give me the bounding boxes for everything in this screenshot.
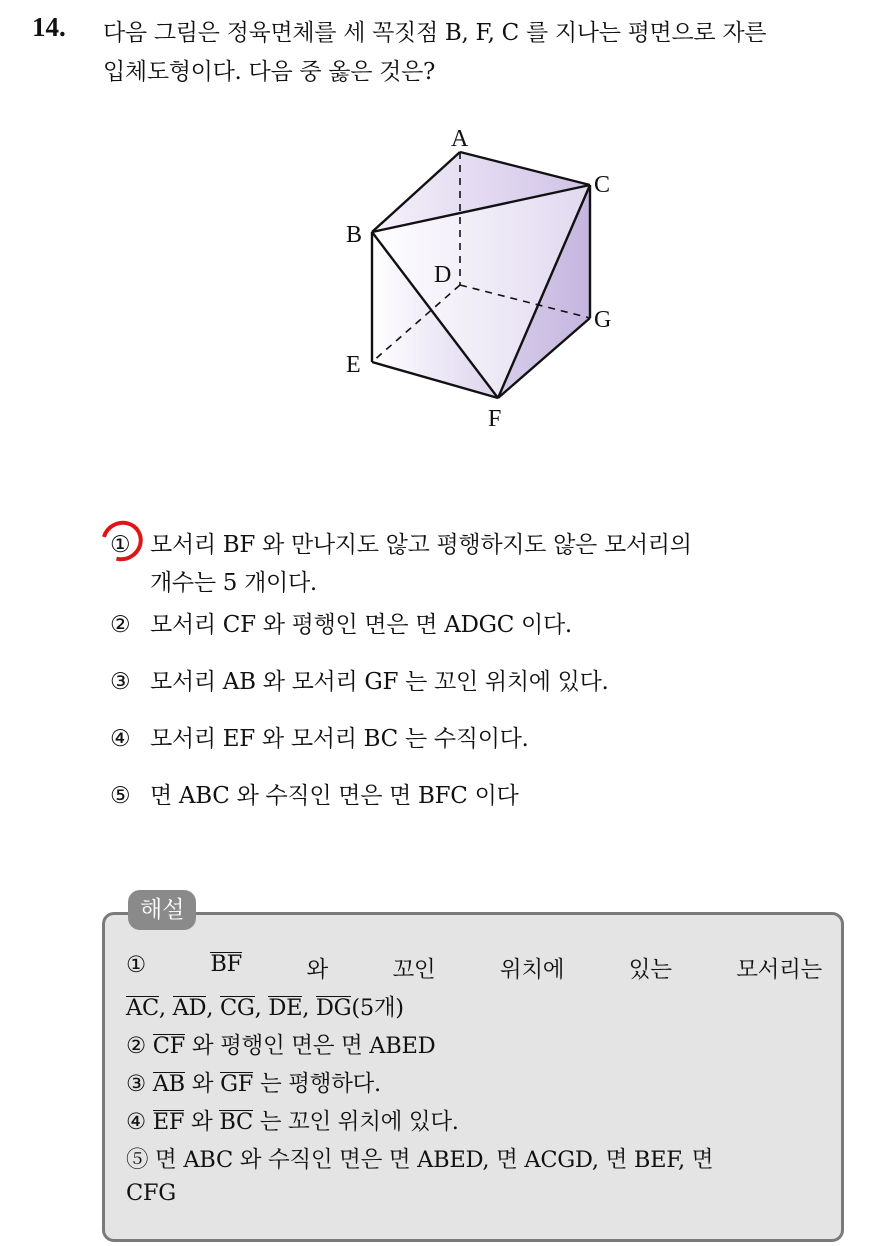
solution-text: 는 꼬인 위치에 있다. [259,1109,459,1135]
solution-word: 있는 [628,957,672,983]
segment-CF: CF [152,1033,185,1059]
solution-tag: 해설 [128,890,196,930]
solution-marker: ③ [126,1071,146,1097]
label-A: A [451,126,469,152]
solution-marker: ① [126,952,146,978]
choice-3[interactable] [110,663,609,696]
choice-marker: ② [110,612,131,638]
cube-cut-figure [330,115,630,435]
segment-AB: AB [152,1071,185,1097]
label-F: F [488,406,502,432]
segment-BC: BC [219,1109,253,1135]
segment-BF: BF [210,952,242,984]
choice-marker: ① [110,532,131,558]
choice-marker: ④ [110,726,131,752]
solution-line-7: CFG [126,1180,176,1206]
solution-text: 와 [191,1109,213,1135]
choice-2[interactable] [110,606,572,639]
label-B: B [346,222,363,248]
segment-AD: AD [172,995,207,1021]
segment-DE: DE [268,995,303,1021]
solution-line-4 [126,1066,381,1098]
choice-marker: ⑤ [110,783,131,809]
choice-text: 모서리 EF 와 모서리 BC 는 수직이다. [150,726,529,752]
choice-5[interactable] [110,777,518,810]
choice-4[interactable] [110,720,529,753]
solution-word: 와 [306,957,328,983]
choice-marker: ③ [110,669,131,695]
solution-text: 와 [191,1071,214,1097]
segment-AC: AC [126,995,159,1021]
label-E: E [346,352,361,378]
solution-line-2: AC, AD, CG, DE, DG(5개) [126,995,404,1021]
choice-1[interactable] [110,526,692,559]
choice-text: 면 ABC 와 수직인 면은 면 BFC 이다 [150,783,519,809]
question-text-line1: 다음 그림은 정육면체를 세 꼭짓점 B, F, C 를 지나는 평면으로 자른 [103,20,767,46]
segment-DG: DG [315,995,352,1021]
label-C: C [594,172,611,198]
choice-1-continued: 개수는 5 개이다. [150,570,317,596]
solution-word: 꼬인 [392,957,436,983]
choice-text: 모서리 BF 와 만나지도 않고 평행하지도 않은 모서리의 [150,532,692,558]
question-number: 14. [32,12,66,42]
solution-line-1 [126,952,822,984]
solution-text: 와 평행인 면은 면 ABED [191,1033,436,1059]
question-text-line2: 입체도형이다. 다음 중 옳은 것은? [103,59,436,85]
solution-marker: ② [126,1033,146,1059]
solution-count: (5개) [351,995,404,1021]
label-D: D [434,262,452,288]
solution-line-6: ⑤ 면 ABC 와 수직인 면은 면 ABED, 면 ACGD, 면 BEF, 면 [126,1147,714,1173]
solution-word: 모서리는 [736,957,822,983]
segment-CG: CG [220,995,255,1021]
solution-text: 는 평행하다. [259,1071,381,1097]
solution-word: 위치에 [499,957,565,983]
label-G: G [594,307,612,333]
choice-text: 모서리 AB 와 모서리 GF 는 꼬인 위치에 있다. [150,669,609,695]
segment-GF: GF [220,1071,254,1097]
solution-marker: ④ [126,1109,146,1135]
solution-line-5 [126,1104,459,1136]
choice-text: 모서리 CF 와 평행인 면은 면 ADGC 이다. [150,612,572,638]
segment-EF: EF [152,1109,185,1135]
solution-line-3 [126,1028,435,1060]
